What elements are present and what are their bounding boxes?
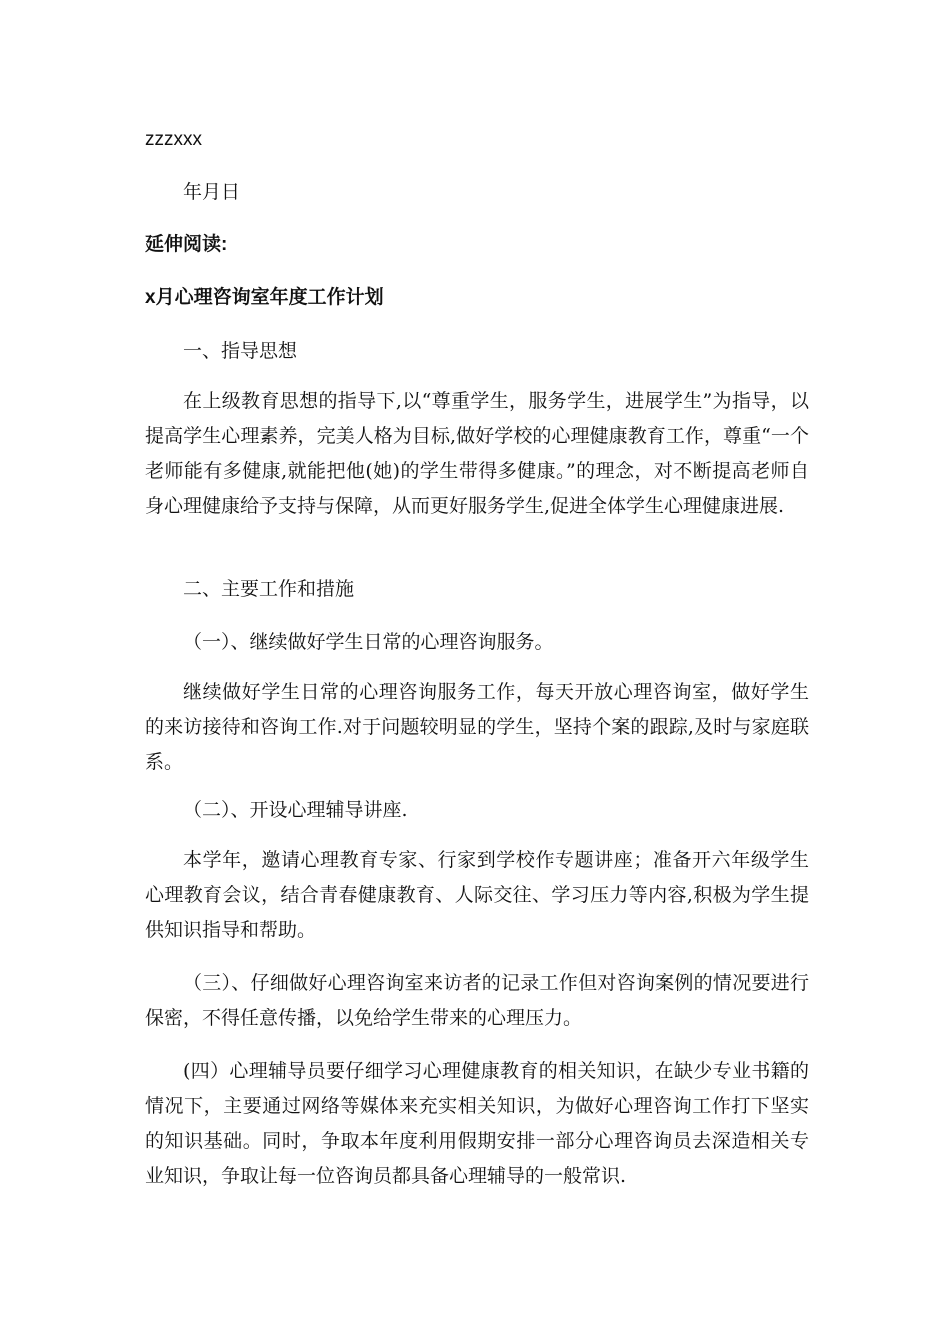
section1-heading: 一、指导思想 [183,340,298,362]
plan-title: x月心理咨询室年度工作计划 [145,287,384,308]
item2-title: （二）、开设心理辅导讲座. [183,799,408,821]
signature-name: zzzxxx [145,129,202,150]
item1-title: （一）、继续做好学生日常的心理咨询服务。 [183,631,554,653]
item2-body: 本学年，邀请心理教育专家、行家到学校作专题讲座；准备开六年级学生心理教育会议，结合青春健康教育、人际交往、学习压力等内容,积极为学生提供知识指导和帮助。 [145,849,809,941]
section1-body: 在上级教育思想的指导下,以“尊重学生，服务学生，进展学生”为指导，以提高学生心理素养，完美人格为目标,做好学校的心理健康教育工作，尊重“一个老师能有多健康,就能把他(她)的学生带得多健康。”的理念，对不断提高老师自身心理健康给予支持与保障，从而更好服务学生,促进全体学生心理健康进展. [145,390,809,517]
item1-body: 继续做好学生日常的心理咨询服务工作，每天开放心理咨询室，做好学生的来访接待和咨询工作.对于问题较明显的学生，坚持个案的跟踪,及时与家庭联系。 [145,681,809,773]
item3-title: （三）、仔细做好心理咨询室来访者的记录工作但对咨询案例的情况要进行保密，不得任意传播，以免给学生带来的心理压力。 [145,972,809,1029]
section2-heading: 二、主要工作和措施 [183,578,355,600]
item4-title: (四）心理辅导员要仔细学习心理健康教育的相关知识，在缺少专业书籍的情况下，主要通过网络等媒体来充实相关知识，为做好心理咨询工作打下坚实的知识基础。同时，争取本年度利用假期安排一部分心理咨询员去深造相关专业知识，争取让每一位咨询员都具备心理辅导的一般常识. [145,1060,809,1187]
extended-reading-label: 延伸阅读: [145,234,228,255]
signature-date: 年月日 [183,181,241,203]
